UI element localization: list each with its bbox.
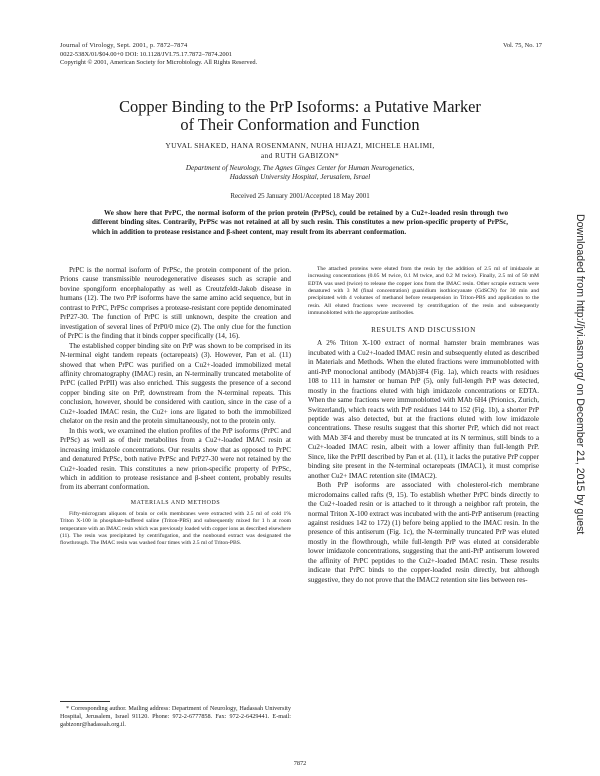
running-header — [60, 42, 440, 68]
abstract: We show here that PrPC, the normal isoform of the prion protein (PrPSc), could be retained by a Cu2+-loaded resin through two different binding sites. Contrarily, PrPSc was not retained at all by such resin. This constitutes a new prion-specific property of PrPSc, which in addition to protease resistance and β-sheet content, may result from its aberrant conformation. — [92, 209, 508, 236]
received-dates: Received 25 January 2001/Accepted 18 May 2001 — [230, 193, 370, 200]
journal-line: Journal of Virology, Sept. 2001, p. 7872–7874 — [60, 42, 188, 49]
results-heading: RESULTS AND DISCUSSION — [371, 326, 476, 335]
download-watermark-text: Downloaded from http://jvi.asm.org/ on December 21, 2015 by guest — [574, 214, 586, 535]
corresponding-author-footnote: * Corresponding author. Mailing address: Department of Neurology, Hadassah University Hospital, Jerusalem, Israel 91120. Phone: 972-2-6777858. Fax: 972-2-6429441. E-mail: gabizonr@hadassah.org.il. — [60, 705, 291, 728]
methods-paragraph-continued: The attached proteins were eluted from the resin by the addition of 2.5 ml of imidazole at increasing concentrations (0.05 M twice, 0.1 M twice, and 0.2 M twice). Finally, 2.5 ml of 50 mM EDTA was used (twice) to release the copper ions from the IMAC resin. Other scrapie extracts were denatured with 3 M (final concentration) guanidium isothiocyanate (GdSCN) for 30 min and precipitated with 4 volumes of methanol before resuspension in Triton-PBS and application to the resin. All eluted fractions were recovered by centrifugation of the resin and subsequently immunoblotted with the appropriate antibodies. — [308, 266, 539, 317]
footnote-divider — [60, 701, 110, 702]
article-title — [60, 98, 540, 135]
title-line-1: Copper Binding to the PrP Isoforms: a Putative Marker — [119, 97, 481, 116]
right-column — [308, 266, 539, 585]
methods-heading: MATERIALS AND METHODS — [130, 499, 221, 506]
authors-line-1: YUVAL SHAKED, HANA ROSENMANN, NUHA HIJAZI, MICHELE HALIMI, — [165, 141, 435, 150]
copyright-line: Copyright © 2001, American Society for Microbiology. All Rights Reserved. — [60, 59, 258, 67]
results-paragraph-1: A 2% Triton X-100 extract of normal hamster brain membranes was incubated with a Cu2+-loaded IMAC resin and subsequently eluted as described in Materials and Methods. When the eluted fractions were immunoblotted with anti-PrP monoclonal antibody (MAb)3F4 (Fig. 1a), which reacts with residues 108 to 111 in hamster or human PrP (5), only full-length PrP was detected, mostly in the fractions eluted with high imidazole concentrations or EDTA. When the same fractions were immunoblotted with MAb 6H4 (Prionics, Zurich, Switzerland), which reacts with PrP residues 144 to 152 (Fig. 1b), a shorter PrP peptide was also detected, but at the fractions eluted with low imidazole concentrations. These results suggest that this shorter PrP, which did not react with MAb 3F4 and thereby must be truncated at its N terminus, still binds to a Cu2+-loaded IMAC resin, albeit with a lower affinity than full-length PrP. Since, like the PrPII described by Pan et al. (11), it lacks the putative PrP copper binding site present in the N-terminal octarepeats (IMAC1), it must comprise another Cu2+ IMAC retention site (IMAC2). — [308, 339, 539, 480]
intro-paragraph-3: In this work, we examined the elution profiles of the PrP isoforms (PrPC and PrPSc) as well as of their metabolites from a Cu2+-loaded IMAC resin at increasing imidazole concentrations. Our results show that as opposed to PrPC and denatured PrPSc, both native PrPSc and PrP27-30 were not retained by the Cu2+-loaded resin. This constitutes a new prion-specific property of PrPSc, which in addition to protease resistance and β-sheet content, probably results from its aberrant conformation. — [60, 426, 291, 492]
download-watermark — [574, 214, 588, 634]
authors-line-2: and RUTH GABIZON* — [260, 151, 340, 160]
left-column — [60, 266, 291, 548]
affiliation-line-2: Hadassah University Hospital, Jerusalem, Israel — [229, 173, 371, 182]
intro-paragraph-2: The established copper binding site on PrP was shown to be comprised in its N-terminal eight tandem repeats (octarepeats) (3). However, Pan et al. (11) showed that when PrPC was purified on a Cu2+-loaded immobilized metal affinity chromatography (IMAC) resin, an N-terminally truncated metabolite of PrPC (called PrPII) was also enriched. This suggests the presence of a second copper binding site on PrP, downstream from the N-terminal repeats. This conclusion, however, should be considered with caution, since in the case of a Cu2+-loaded IMAC resin, the Cu2+ ions are ligated to both the immobilized chelator on the resin and the protein simultaneously, not to the protein only. — [60, 341, 291, 426]
affiliation-line-1: Department of Neurology, The Agnes Ginges Center for Human Neurogenetics, — [185, 164, 415, 172]
author-list — [60, 141, 540, 161]
affiliation — [60, 164, 540, 182]
doi-line: 0022-538X/01/$04.00+0 DOI: 10.1128/JVI.75.17.7872–7874.2001 — [60, 50, 233, 58]
intro-paragraph-1: PrPC is the normal isoform of PrPSc, the protein component of the prion. Prions cause transmissible neurodegenerative diseases such as scrapie and bovine spongiform encephalopathy as well as Creutzfeldt-Jakob disease in humans (12). The two PrP isoforms have the same amino acid sequence, but in contrast to PrPC, PrPSc comprises a protease-resistant core peptide denominated PrP27-30. The function of PrPC is still unknown, despite the creation and investigation of several lines of PrP0/0 mice (2). The only clue for the function of PrPC is the finding that it binds copper specifically (14, 16). — [60, 266, 291, 341]
results-paragraph-2: Both PrP isoforms are associated with cholesterol-rich membrane microdomains called rafts (9, 15). To establish whether PrPC binds directly to the Cu2+-loaded resin or is attached to it through a neighbor raft protein, the normal Triton X-100 extract was incubated with the anti-PrP antiserum (reacting against residues 142 to 172) (1) before being applied to the IMAC resin. In the presence of this antiserum (Fig. 1c), the N-terminally truncated PrP was eluted mostly in the flowthrough, while full-length PrP was eluted at considerable lower imidazole concentrations, suggesting that the anti-PrP antiserum lowered the affinity of PrPC peptides to the Cu2+-loaded IMAC resin. These results indicate that PrPC binds to the copper-loaded resin directly, but although suggestive, they do not prove that the IMAC2 retention site lies between res- — [308, 481, 539, 584]
volume-label: Vol. 75, No. 17 — [503, 42, 542, 49]
methods-paragraph: Fifty-microgram aliquots of brain or cells membranes were extracted with 2.5 ml of cold 1% Triton X-100 in phosphate-buffered saline (Triton-PBS) and subsequently mixed for 1 h at room temperature with an IMAC resin which was previously loaded with copper ions as described elsewhere (11). The resin was precipitated by centrifugation, and the nonbound extract was designated the flowthrough. The IMAC resin was washed four times with 2.5 ml of Triton-PBS. — [60, 510, 291, 547]
title-line-2: of Their Conformation and Function — [180, 115, 420, 135]
page-number: 7872 — [293, 760, 307, 767]
